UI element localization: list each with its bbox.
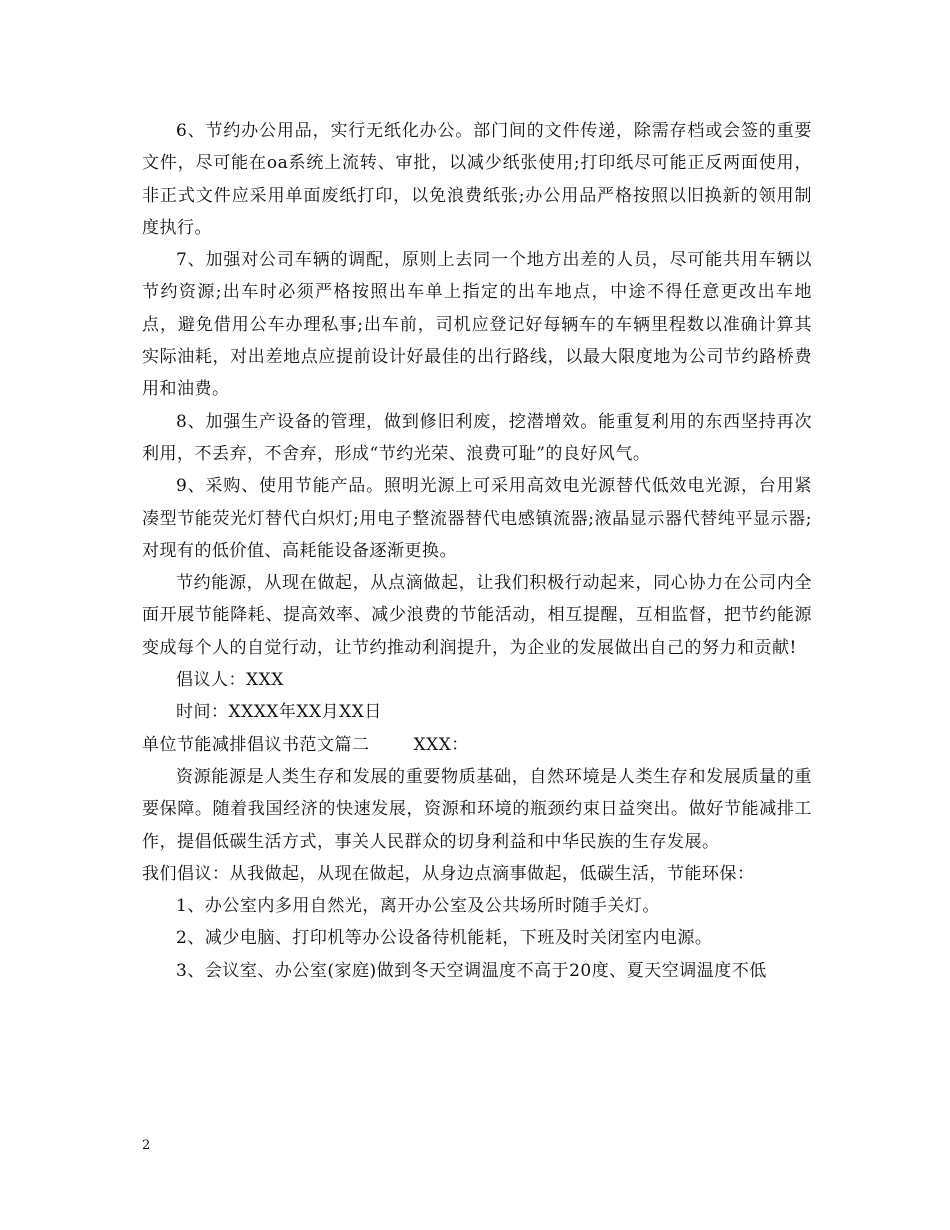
paragraph-call-to-action: 我们倡议：从我做起，从现在做起，从身边点滴事做起，低碳生活，节能环保： bbox=[142, 863, 755, 884]
paragraph-conclusion: 节约能源，从现在做起，从点滴做起，让我们积极行动起来，同心协力在公司内全面开展节能降耗、提高效率、减少浪费的节能活动，相互提醒，互相监督，把节约能源变成每个人的自觉行动，让节约推动利润提升，为企业的发展做出自己的努力和贡献! bbox=[142, 573, 812, 658]
section-heading bbox=[142, 729, 812, 761]
document-body bbox=[142, 115, 812, 987]
page-number: 2 bbox=[142, 1138, 151, 1153]
paragraph-item-8: 8、加强生产设备的管理，做到修旧利废，挖潜增效。能重复利用的东西坚持再次利用，不丢弃，不舍弃，形成“节约光荣、浪费可耻”的良好风气。 bbox=[142, 411, 812, 464]
list-item-3: 3、会议室、办公室(家庭)做到冬天空调温度不高于20度、夏天空调温度不低 bbox=[176, 960, 767, 981]
paragraph-item-6: 6、节约办公用品，实行无纸化办公。部门间的文件传递，除需存档或会签的重要文件，尽可能在oa系统上流转、审批，以减少纸张使用;打印纸尽可能正反两面使用，非正式文件应采用单面废纸打印，以免浪费纸张;办公用品严格按照以旧换新的领用制度执行。 bbox=[142, 121, 812, 238]
date-line: 时间：XXXX年XX月XX日 bbox=[176, 702, 382, 723]
list-item-2: 2、减少电脑、打印机等办公设备待机能耗，下班及时关闭室内电源。 bbox=[176, 928, 713, 949]
list-item-1: 1、办公室内多用自然光，离开办公室及公共场所时随手关灯。 bbox=[176, 896, 660, 917]
section-title: 单位节能减排倡议书范文篇二 bbox=[142, 734, 370, 755]
paragraph-item-7: 7、加强对公司车辆的调配，原则上去同一个地方出差的人员，尽可能共用车辆以节约资源;出车时必须严格按照出车单上指定的出车地点，中途不得任意更改出车地点，避免借用公车办理私事;出车前，司机应登记好每辆车的车辆里程数以准确计算其实际油耗，对出差地点应提前设计好最佳的出行路线，以最大限度地为公司节约路桥费用和油费。 bbox=[142, 250, 812, 400]
section-addressee: XXX： bbox=[413, 734, 469, 755]
paragraph-item-9: 9、采购、使用节能产品。照明光源上可采用高效电光源替代低效电光源，台用紧凑型节能荧光灯替代白炽灯;用电子整流器替代电感镇流器;液晶显示器代替纯平显示器;对现有的低价值、高耗能设备逐渐更换。 bbox=[142, 476, 812, 561]
paragraph-intro: 资源能源是人类生存和发展的重要物质基础，自然环境是人类生存和发展质量的重要保障。随着我国经济的快速发展，资源和环境的瓶颈约束日益突出。做好节能减排工作，提倡低碳生活方式，事关人民群众的切身利益和中华民族的生存发展。 bbox=[142, 766, 812, 852]
proposer-line: 倡议人：XXX bbox=[176, 670, 284, 691]
